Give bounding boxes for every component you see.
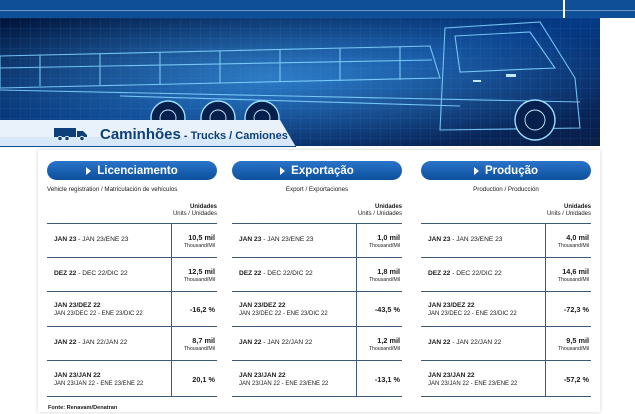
source-note: Fonte: Renavam/Denatran xyxy=(48,405,118,411)
row-value-number: -43,5 % xyxy=(374,304,400,314)
column-subtitle: Export / Exportaciones xyxy=(285,186,349,193)
column-title: Licenciamento xyxy=(97,164,178,177)
row-label xyxy=(428,270,502,277)
row-label xyxy=(239,270,313,277)
column-divider xyxy=(356,292,357,326)
row-value-number: 1,0 mil xyxy=(377,233,400,242)
row-value xyxy=(375,376,400,384)
row-label-sub: JAN 23/JAN 22 - ENE 23/ENE 22 xyxy=(239,380,329,387)
row-label xyxy=(54,372,143,388)
table-row xyxy=(232,223,402,257)
row-value-number: 20,1 % xyxy=(192,374,215,384)
row-label xyxy=(54,339,127,346)
column-divider xyxy=(545,361,546,396)
row-value xyxy=(369,337,400,353)
units-main: Unidades xyxy=(563,204,591,210)
row-value-number: -57,2 % xyxy=(563,374,589,384)
table-row xyxy=(47,223,217,257)
row-value-number: 4,0 mil xyxy=(566,233,589,242)
units-sub: Units / Unidades xyxy=(546,211,591,217)
row-label-main: JAN 23/JAN 22 xyxy=(54,371,101,379)
section-title-dash: - xyxy=(180,130,191,142)
row-label-main: JAN 22 xyxy=(54,339,77,346)
column-header-pill xyxy=(47,161,217,180)
table-row xyxy=(232,257,402,291)
row-value-number: 14,6 mil xyxy=(562,267,589,276)
units-label xyxy=(173,204,217,218)
section-title-main: Caminhões xyxy=(100,126,181,143)
table-row xyxy=(232,291,402,326)
row-label-main: JAN 22 xyxy=(239,339,262,346)
column-divider xyxy=(545,327,546,360)
table-row xyxy=(47,291,217,326)
row-label-main: JAN 23 xyxy=(54,236,77,243)
triangle-icon xyxy=(474,167,479,175)
row-label-rest: - JAN 23/ENE 23 xyxy=(261,236,314,243)
row-label-sub: JAN 23/JAN 22 - ENE 23/ENE 22 xyxy=(54,380,144,387)
column-divider xyxy=(171,327,172,360)
row-label-main: JAN 23/JAN 22 xyxy=(239,371,286,379)
row-value-unit: Thousand/Mil xyxy=(557,346,589,352)
units-label xyxy=(547,204,591,218)
column-exportacao xyxy=(232,161,402,387)
row-label-rest: - DEC 22/DIC 22 xyxy=(261,270,313,277)
row-label-sub: JAN 23/DEC 22 - ENE 23/DIC 22 xyxy=(428,310,517,317)
column-subtitle: Production / Producción xyxy=(473,186,539,193)
top-bar-line xyxy=(0,10,635,11)
section-title xyxy=(100,126,288,143)
row-label-rest: - JAN 23/ENE 23 xyxy=(76,236,129,243)
column-title: Exportação xyxy=(291,164,354,177)
column-header-pill xyxy=(232,161,402,180)
column-divider xyxy=(356,327,357,360)
row-label-rest: - DEC 22/DIC 22 xyxy=(450,270,502,277)
row-label-rest: - JAN 22/JAN 22 xyxy=(450,339,502,346)
column-divider xyxy=(171,224,172,257)
column-divider xyxy=(545,292,546,326)
row-value xyxy=(558,268,589,284)
row-value xyxy=(369,268,400,284)
row-value xyxy=(564,376,589,384)
row-value-unit: Thousand/Mil xyxy=(368,243,400,249)
top-bar-divider xyxy=(563,0,565,18)
row-value-unit: Thousand/Mil xyxy=(557,277,589,283)
row-value xyxy=(192,376,215,384)
column-licenciamento xyxy=(47,161,217,387)
row-value-number: -72,3 % xyxy=(563,304,589,314)
row-value-unit: Thousand/Mil xyxy=(368,277,400,283)
row-label xyxy=(428,372,517,388)
table-row xyxy=(232,326,402,360)
row-label xyxy=(239,236,313,243)
row-value xyxy=(184,234,215,250)
row-value xyxy=(369,234,400,250)
column-header-pill xyxy=(421,161,591,180)
table-row xyxy=(421,326,591,360)
column-subtitle: Vehicle registration / Matriculación de vehículos xyxy=(47,186,178,193)
row-value-number: 8,7 mil xyxy=(192,336,215,345)
table-row xyxy=(421,291,591,326)
row-label xyxy=(54,236,128,243)
table-row xyxy=(47,360,217,397)
row-label xyxy=(428,236,502,243)
units-sub: Units / Unidades xyxy=(357,211,402,217)
triangle-icon xyxy=(280,167,285,175)
row-label xyxy=(239,372,328,388)
units-sub: Units / Unidades xyxy=(172,211,217,217)
row-value-unit: Thousand/Mil xyxy=(183,243,215,249)
column-divider xyxy=(545,258,546,291)
row-value-number: 12,5 mil xyxy=(188,267,215,276)
row-label xyxy=(239,339,312,346)
row-value xyxy=(558,337,589,353)
truck-icon xyxy=(54,127,88,141)
row-label-main: JAN 23/DEZ 22 xyxy=(239,301,286,309)
row-value-number: 10,5 mil xyxy=(188,233,215,242)
column-divider xyxy=(171,258,172,291)
column-divider xyxy=(356,224,357,257)
row-label-rest: - JAN 22/JAN 22 xyxy=(261,339,313,346)
row-label-main: JAN 23 xyxy=(239,236,262,243)
row-label-main: DEZ 22 xyxy=(239,270,262,277)
row-value xyxy=(558,234,589,250)
table-row xyxy=(47,326,217,360)
column-divider xyxy=(545,224,546,257)
column-divider xyxy=(171,292,172,326)
row-value-unit: Thousand/Mil xyxy=(183,346,215,352)
row-label-rest: - DEC 22/DIC 22 xyxy=(76,270,128,277)
row-value-unit: Thousand/Mil xyxy=(368,346,400,352)
table-row xyxy=(47,257,217,291)
row-label-main: DEZ 22 xyxy=(54,270,77,277)
table-row xyxy=(421,223,591,257)
table-row xyxy=(232,360,402,397)
row-value xyxy=(190,306,215,314)
row-label-sub: JAN 23/JAN 22 - ENE 23/ENE 22 xyxy=(428,380,518,387)
row-value-number: 9,5 mil xyxy=(566,336,589,345)
units-main: Unidades xyxy=(189,204,217,210)
row-label xyxy=(428,339,501,346)
row-value xyxy=(375,306,400,314)
row-label-main: JAN 23/JAN 22 xyxy=(428,371,475,379)
top-bar xyxy=(0,0,635,18)
row-value xyxy=(184,268,215,284)
row-value-number: -13,1 % xyxy=(374,374,400,384)
row-value-unit: Thousand/Mil xyxy=(183,277,215,283)
table-row xyxy=(421,360,591,397)
row-label-rest: - JAN 23/ENE 23 xyxy=(450,236,503,243)
triangle-icon xyxy=(86,167,91,175)
row-label-main: DEZ 22 xyxy=(428,270,451,277)
units-main: Unidades xyxy=(374,204,402,210)
column-producao xyxy=(421,161,591,387)
column-title: Produção xyxy=(484,164,539,177)
row-label-main: JAN 23/DEZ 22 xyxy=(54,301,101,309)
section-title-sub: Trucks / Camiones xyxy=(190,130,288,142)
column-divider xyxy=(171,361,172,396)
row-value-number: 1,8 mil xyxy=(377,267,400,276)
column-divider xyxy=(356,258,357,291)
row-value xyxy=(184,337,215,353)
table-row xyxy=(421,257,591,291)
row-label-sub: JAN 23/DEC 22 - ENE 23/DIC 22 xyxy=(239,310,328,317)
row-label xyxy=(54,302,143,318)
row-label-main: JAN 23 xyxy=(428,236,451,243)
row-value-unit: Thousand/Mil xyxy=(557,243,589,249)
row-label-main: JAN 22 xyxy=(428,339,451,346)
row-value-number: -16,2 % xyxy=(189,304,215,314)
row-label-main: JAN 23/DEZ 22 xyxy=(428,301,475,309)
row-value-number: 1,2 mil xyxy=(377,336,400,345)
column-divider xyxy=(356,361,357,396)
row-value xyxy=(564,306,589,314)
row-label-rest: - JAN 22/JAN 22 xyxy=(76,339,128,346)
row-label xyxy=(428,302,517,318)
row-label xyxy=(54,270,128,277)
row-label-sub: JAN 23/DEC 22 - ENE 23/DIC 22 xyxy=(54,310,143,317)
units-label xyxy=(358,204,402,218)
row-label xyxy=(239,302,328,318)
